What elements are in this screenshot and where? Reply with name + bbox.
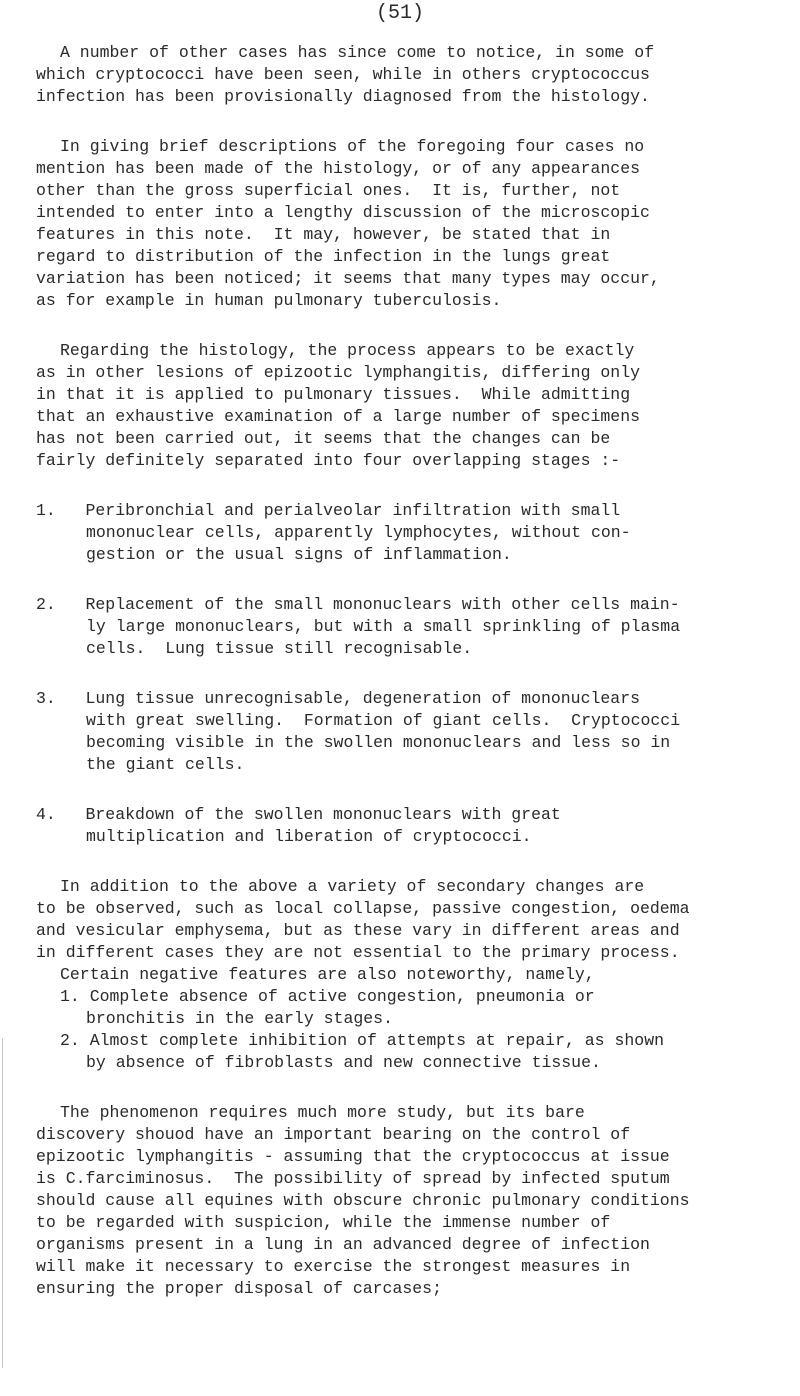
- text-line: with great swelling. Formation of giant cells. Cryptococci: [86, 711, 681, 730]
- text-line: variation has been noticed; it seems that many types may occur,: [36, 269, 660, 288]
- text-line: the giant cells.: [86, 755, 245, 774]
- text-line: infection has been provisionally diagnosed from the histology.: [36, 87, 650, 106]
- text-line: as in other lesions of epizootic lymphangitis, differing only: [36, 363, 640, 382]
- text-line: The phenomenon requires much more study, but its bare: [60, 1103, 585, 1122]
- text-line: 2. Almost complete inhibition of attempts at repair, as shown: [60, 1031, 664, 1050]
- text-line: that an exhaustive examination of a large number of specimens: [36, 407, 640, 426]
- text-line: 1. Peribronchial and perialveolar infiltration with small: [36, 501, 621, 520]
- text-line: becoming visible in the swollen mononuclears and less so in: [86, 733, 671, 752]
- text-line: 1. Complete absence of active congestion, pneumonia or: [60, 987, 595, 1006]
- text-line: 4. Breakdown of the swollen mononuclears with great: [36, 805, 561, 824]
- text-line: other than the gross superficial ones. It is, further, not: [36, 181, 621, 200]
- text-line: In giving brief descriptions of the foregoing four cases no: [60, 137, 645, 156]
- text-line: will make it necessary to exercise the strongest measures in: [36, 1257, 631, 1276]
- text-line: in that it is applied to pulmonary tissues. While admitting: [36, 385, 631, 404]
- text-line: which cryptococci have been seen, while in others cryptococcus: [36, 65, 650, 84]
- text-line: is C.farciminosus. The possibility of spread by infected sputum: [36, 1169, 670, 1188]
- text-line: mention has been made of the histology, or of any appearances: [36, 159, 640, 178]
- text-line: 2. Replacement of the small mononuclears with other cells main-: [36, 595, 680, 614]
- text-line: Regarding the histology, the process appears to be exactly: [60, 341, 635, 360]
- text-line: epizootic lymphangitis - assuming that the cryptococcus at issue: [36, 1147, 670, 1166]
- text-line: as for example in human pulmonary tuberculosis.: [36, 291, 502, 310]
- text-line: should cause all equines with obscure chronic pulmonary conditions: [36, 1191, 690, 1210]
- text-line: to be observed, such as local collapse, passive congestion, oedema: [36, 899, 690, 918]
- text-line: has not been carried out, it seems that the changes can be: [36, 429, 611, 448]
- text-line: A number of other cases has since come to notice, in some of: [60, 43, 655, 62]
- text-line: 3. Lung tissue unrecognisable, degeneration of mononuclears: [36, 689, 640, 708]
- text-line: Certain negative features are also noteworthy, namely,: [60, 965, 595, 984]
- text-line: to be regarded with suspicion, while the immense number of: [36, 1213, 611, 1232]
- text-line: and vesicular emphysema, but as these vary in different areas and: [36, 921, 680, 940]
- text-line: by absence of fibroblasts and new connective tissue.: [86, 1053, 601, 1072]
- text-line: ly large mononuclears, but with a small sprinkling of plasma: [86, 617, 681, 636]
- text-line: multiplication and liberation of cryptococci.: [86, 827, 532, 846]
- margin-rule: [2, 1038, 3, 1368]
- text-line: gestion or the usual signs of inflammation.: [86, 545, 512, 564]
- text-line: features in this note. It may, however, be stated that in: [36, 225, 611, 244]
- text-line: regard to distribution of the infection in the lungs great: [36, 247, 611, 266]
- text-line: intended to enter into a lengthy discussion of the microscopic: [36, 203, 650, 222]
- text-line: In addition to the above a variety of secondary changes are: [60, 877, 645, 896]
- text-line: mononuclear cells, apparently lymphocytes, without con-: [86, 523, 631, 542]
- text-line: organisms present in a lung in an advanced degree of infection: [36, 1235, 650, 1254]
- text-line: fairly definitely separated into four overlapping stages :-: [36, 451, 621, 470]
- text-line: ensuring the proper disposal of carcases;: [36, 1279, 442, 1298]
- text-line: cells. Lung tissue still recognisable.: [86, 639, 473, 658]
- page-number: (51): [375, 2, 424, 25]
- text-line: discovery shouod have an important bearing on the control of: [36, 1125, 631, 1144]
- text-line: bronchitis in the early stages.: [86, 1009, 393, 1028]
- text-line: in different cases they are not essential to the primary process.: [36, 943, 680, 962]
